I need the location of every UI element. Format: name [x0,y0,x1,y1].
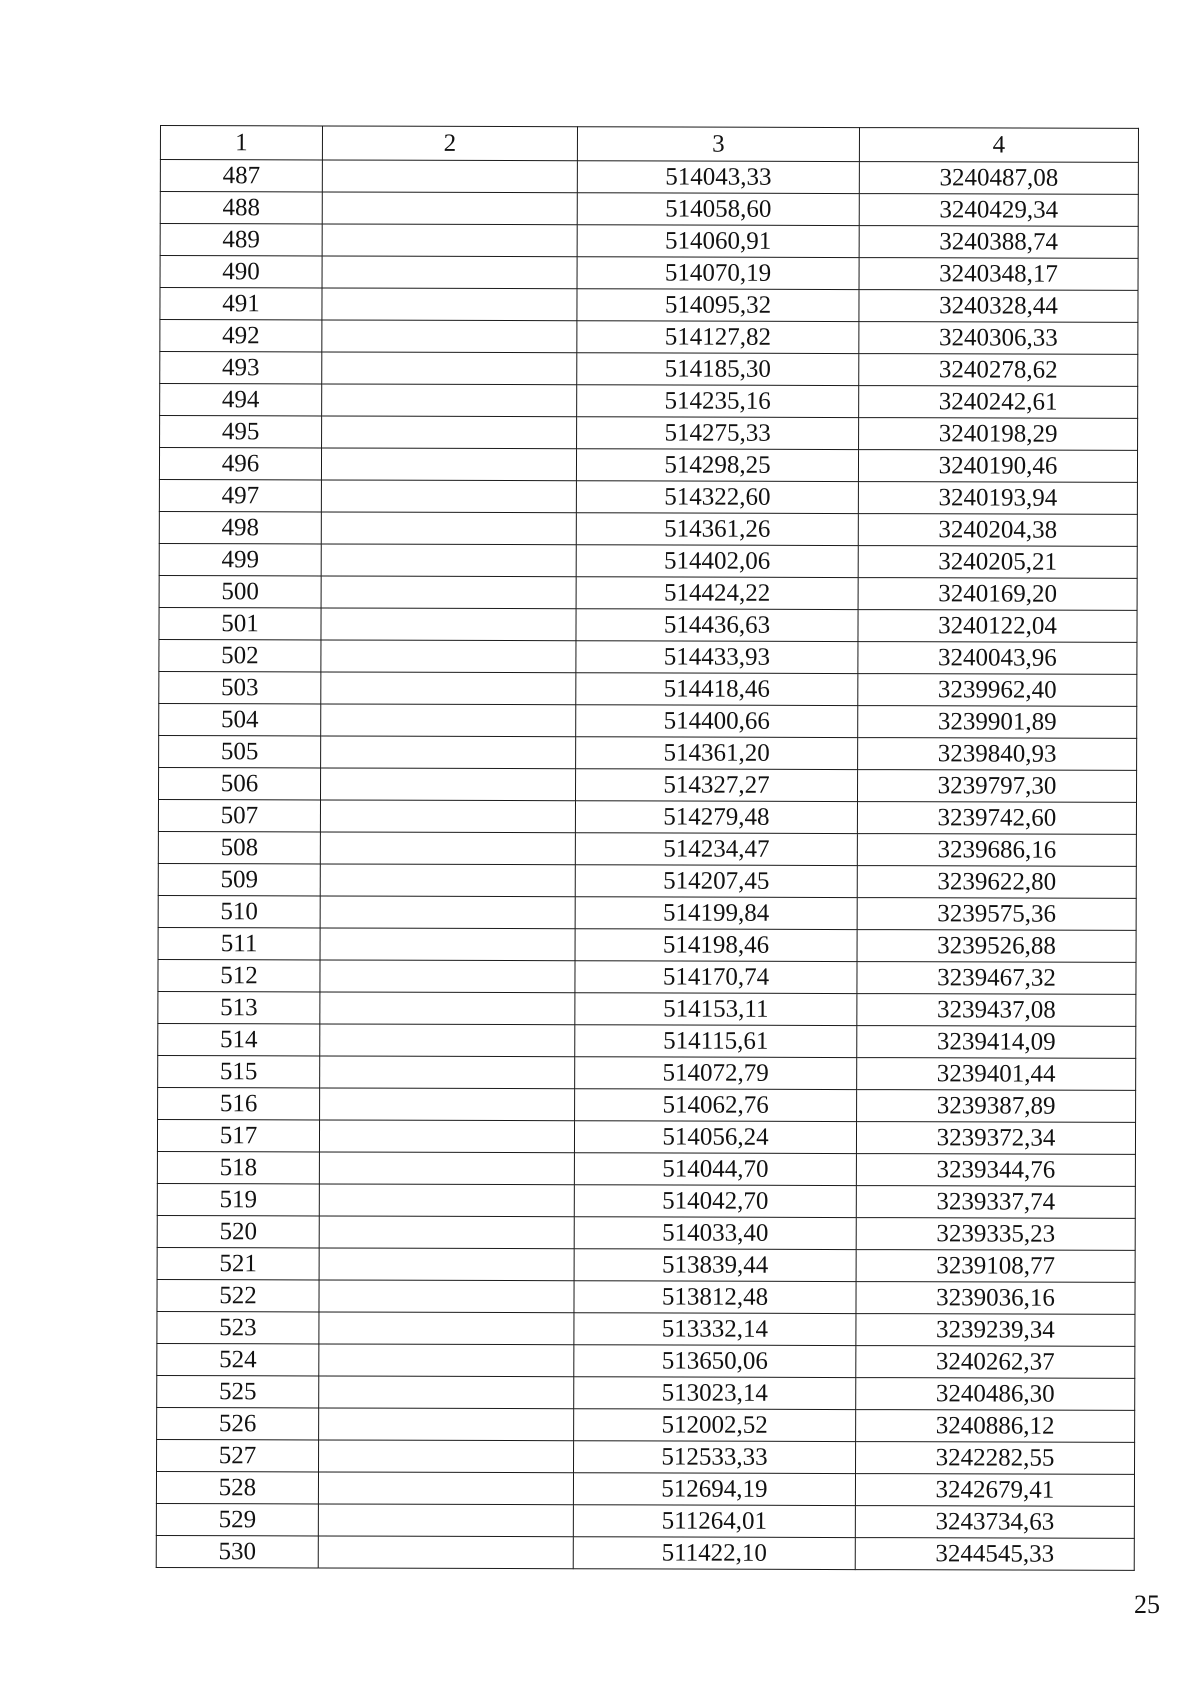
point-number-cell: 499 [159,543,321,575]
coordinate-x-cell: 514056,24 [574,1121,856,1154]
column-2-cell [322,416,577,449]
column-2-cell [320,928,575,961]
table-row [157,1343,1135,1378]
coordinate-x-cell: 514127,82 [577,321,859,354]
table-row [158,1087,1136,1122]
table-row [158,991,1136,1026]
coordinate-y-cell: 3239797,30 [857,770,1136,803]
point-number-cell: 521 [157,1247,319,1279]
column-2-cell [319,1184,574,1217]
coordinate-y-cell: 3240487,08 [859,162,1138,195]
coordinate-y-cell: 3240429,34 [859,194,1138,227]
coordinate-y-cell: 3239467,32 [857,962,1136,995]
coordinate-x-cell: 513332,14 [574,1313,856,1346]
table-row [159,735,1137,770]
coordinate-x-cell: 513650,06 [574,1345,856,1378]
table-row [158,1023,1136,1058]
column-2-cell [321,736,576,769]
table-row [158,927,1136,962]
column-2-cell [319,1376,574,1409]
table-row [159,703,1137,738]
table-row [156,1471,1134,1506]
column-2-cell [321,672,576,705]
coordinate-x-cell: 514043,33 [577,161,859,194]
column-2-cell [321,512,576,545]
table-row [160,384,1138,419]
point-number-cell: 501 [159,607,321,639]
coordinate-x-cell: 514044,70 [574,1153,856,1186]
column-2-cell [322,256,577,289]
point-number-cell: 525 [157,1375,319,1407]
coordinate-x-cell: 511264,01 [573,1505,855,1538]
coordinate-x-cell: 514402,06 [576,545,858,578]
coordinate-y-cell: 3239372,34 [856,1122,1135,1155]
coordinate-y-cell: 3239840,93 [858,738,1137,771]
table-row [160,224,1138,259]
point-number-cell: 487 [160,160,322,192]
point-number-cell: 528 [156,1471,318,1503]
coordinate-x-cell: 514279,48 [575,801,857,834]
table-row [157,1119,1135,1154]
table-header [160,126,1138,163]
point-number-cell: 496 [159,448,321,480]
coordinate-y-cell: 3240198,29 [859,418,1138,451]
column-2-cell [322,160,577,193]
coordinate-y-cell: 3240388,74 [859,226,1138,259]
point-number-cell: 490 [160,256,322,288]
table-row [159,607,1137,642]
table-row [158,767,1136,802]
point-number-cell: 493 [160,352,322,384]
coordinate-y-cell: 3239036,16 [856,1282,1135,1315]
coordinate-y-cell: 3240278,62 [859,354,1138,387]
coordinate-x-cell: 514170,74 [575,961,857,994]
coordinate-y-cell: 3243734,63 [855,1506,1134,1539]
coordinate-x-cell: 514185,30 [577,353,859,386]
coordinate-y-cell: 3239622,80 [857,866,1136,899]
table-row [158,959,1136,994]
table-row [159,479,1137,514]
header-col-3: 3 [577,127,859,162]
point-number-cell: 530 [156,1535,318,1567]
coordinate-x-cell: 514058,60 [577,193,859,226]
column-2-cell [322,320,577,353]
column-2-cell [319,1120,574,1153]
coordinate-y-cell: 3240205,21 [858,546,1137,579]
column-2-cell [319,1312,574,1345]
point-number-cell: 529 [156,1503,318,1535]
column-2-cell [320,992,575,1025]
column-2-cell [322,224,577,257]
coordinate-x-cell: 511422,10 [573,1537,855,1570]
coordinate-y-cell: 3239401,44 [857,1058,1136,1091]
coordinate-x-cell: 514042,70 [574,1185,856,1218]
table-row [159,575,1137,610]
coordinate-x-cell: 514234,47 [575,833,857,866]
column-2-cell [320,1024,575,1057]
coordinate-x-cell: 514207,45 [575,865,857,898]
header-col-1: 1 [160,126,322,160]
coordinate-x-cell: 514235,16 [577,385,859,418]
column-2-cell [320,864,575,897]
point-number-cell: 497 [159,479,321,511]
coordinates-table [156,125,1139,1571]
coordinate-x-cell: 514033,40 [574,1217,856,1250]
coordinate-x-cell: 514199,84 [575,897,857,930]
coordinate-x-cell: 514095,32 [577,289,859,322]
coordinate-x-cell: 514298,25 [576,449,858,482]
coordinate-y-cell: 3239335,23 [856,1218,1135,1251]
coordinate-y-cell: 3239437,08 [857,994,1136,1027]
coordinate-x-cell: 514327,27 [575,769,857,802]
table-row [159,448,1137,483]
table-row [160,320,1138,355]
coordinate-y-cell: 3239742,60 [857,802,1136,835]
table-row [157,1439,1135,1474]
point-number-cell: 507 [158,799,320,831]
coordinate-y-cell: 3240043,96 [858,642,1137,675]
point-number-cell: 526 [157,1407,319,1439]
table-row [157,1279,1135,1314]
point-number-cell: 519 [157,1183,319,1215]
coordinate-y-cell: 3244545,33 [855,1538,1134,1571]
coordinate-y-cell: 3240328,44 [859,290,1138,323]
point-number-cell: 514 [158,1023,320,1055]
coordinate-y-cell: 3240122,04 [858,610,1137,643]
table-row [157,1311,1135,1346]
table-row [160,160,1138,195]
coordinate-x-cell: 514153,11 [575,993,857,1026]
table-row [160,192,1138,227]
table-row [159,639,1137,674]
coordinate-x-cell: 514198,46 [575,929,857,962]
table-row [160,288,1138,323]
coordinate-y-cell: 3240193,94 [858,482,1137,515]
column-2-cell [319,1216,574,1249]
point-number-cell: 509 [158,863,320,895]
point-number-cell: 520 [157,1215,319,1247]
page-number: 25 [1134,1590,1160,1619]
table-row [156,1503,1134,1538]
coordinate-y-cell: 3239526,88 [857,930,1136,963]
coordinate-y-cell: 3239108,77 [856,1250,1135,1283]
coordinate-y-cell: 3240348,17 [859,258,1138,291]
table-row [159,671,1137,706]
coordinate-x-cell: 514424,22 [576,577,858,610]
point-number-cell: 492 [160,320,322,352]
table-row [157,1247,1135,1282]
column-2-cell [321,704,576,737]
point-number-cell: 527 [157,1439,319,1471]
table-row [157,1183,1135,1218]
table-row [160,256,1138,291]
point-number-cell: 502 [159,639,321,671]
column-2-cell [319,1344,574,1377]
point-number-cell: 498 [159,511,321,543]
point-number-cell: 510 [158,895,320,927]
column-2-cell [322,192,577,225]
column-2-cell [322,288,577,321]
point-number-cell: 512 [158,959,320,991]
column-2-cell [319,1152,574,1185]
column-2-cell [319,1280,574,1313]
coordinate-y-cell: 3239387,89 [857,1090,1136,1123]
table-row [157,1215,1135,1250]
table-row [157,1407,1135,1442]
column-2-cell [320,1056,575,1089]
coordinate-y-cell: 3240204,38 [858,514,1137,547]
point-number-cell: 504 [159,703,321,735]
coordinate-x-cell: 514275,33 [577,417,859,450]
column-2-cell [321,608,576,641]
coordinate-x-cell: 513839,44 [574,1249,856,1282]
table-body [156,160,1138,1571]
point-number-cell: 506 [158,767,320,799]
coordinate-x-cell: 514060,91 [577,225,859,258]
table-row [158,895,1136,930]
column-2-cell [319,1408,574,1441]
point-number-cell: 489 [160,224,322,256]
table-row [158,863,1136,898]
coordinate-y-cell: 3239901,89 [858,706,1137,739]
coordinate-y-cell: 3240262,37 [856,1346,1135,1379]
point-number-cell: 495 [160,416,322,448]
table-row [160,416,1138,451]
table-row [156,1535,1134,1570]
point-number-cell: 524 [157,1343,319,1375]
coordinate-y-cell: 3240486,30 [856,1378,1135,1411]
coordinate-y-cell: 3240306,33 [859,322,1138,355]
column-2-cell [320,896,575,929]
header-row [160,126,1138,163]
coordinate-y-cell: 3240190,46 [858,450,1137,483]
point-number-cell: 517 [157,1119,319,1151]
coordinate-y-cell: 3240886,12 [856,1410,1135,1443]
coordinate-x-cell: 514070,19 [577,257,859,290]
point-number-cell: 516 [158,1087,320,1119]
column-2-cell [319,1248,574,1281]
column-2-cell [318,1536,573,1569]
table-row [157,1151,1135,1186]
coordinate-x-cell: 512694,19 [573,1473,855,1506]
table-row [160,352,1138,387]
table-row [157,1375,1135,1410]
coordinate-x-cell: 512533,33 [574,1441,856,1474]
coordinate-x-cell: 514361,20 [576,737,858,770]
column-2-cell [318,1504,573,1537]
coordinate-y-cell: 3240169,20 [858,578,1137,611]
coordinate-y-cell: 3240242,61 [859,386,1138,419]
column-2-cell [318,1472,573,1505]
column-2-cell [320,800,575,833]
table-row [158,799,1136,834]
point-number-cell: 500 [159,575,321,607]
column-2-cell [320,768,575,801]
coordinate-y-cell: 3239337,74 [856,1186,1135,1219]
point-number-cell: 511 [158,927,320,959]
coordinate-x-cell: 514436,63 [576,609,858,642]
point-number-cell: 494 [160,384,322,416]
coordinate-x-cell: 513812,48 [574,1281,856,1314]
coordinate-x-cell: 514062,76 [575,1089,857,1122]
point-number-cell: 508 [158,831,320,863]
column-2-cell [321,448,576,481]
point-number-cell: 515 [158,1055,320,1087]
table-row [158,1055,1136,1090]
coordinate-x-cell: 514418,46 [576,673,858,706]
coordinate-y-cell: 3242282,55 [856,1442,1135,1475]
point-number-cell: 518 [157,1151,319,1183]
column-2-cell [321,480,576,513]
point-number-cell: 488 [160,192,322,224]
table-row [159,511,1137,546]
column-2-cell [321,544,576,577]
header-col-2: 2 [322,126,577,161]
coordinate-y-cell: 3239962,40 [858,674,1137,707]
column-2-cell [320,832,575,865]
point-number-cell: 505 [159,735,321,767]
point-number-cell: 503 [159,671,321,703]
column-2-cell [321,640,576,673]
coordinate-y-cell: 3242679,41 [855,1474,1134,1507]
column-2-cell [320,1088,575,1121]
column-2-cell [319,1440,574,1473]
coordinate-x-cell: 514433,93 [576,641,858,674]
coordinate-y-cell: 3239239,34 [856,1314,1135,1347]
header-col-4: 4 [859,128,1138,163]
point-number-cell: 523 [157,1311,319,1343]
coordinate-y-cell: 3239414,09 [857,1026,1136,1059]
coordinate-y-cell: 3239575,36 [857,898,1136,931]
coordinate-y-cell: 3239344,76 [856,1154,1135,1187]
point-number-cell: 522 [157,1279,319,1311]
coordinate-x-cell: 513023,14 [574,1377,856,1410]
column-2-cell [321,576,576,609]
coordinate-y-cell: 3239686,16 [857,834,1136,867]
table-row [158,831,1136,866]
point-number-cell: 513 [158,991,320,1023]
table-row [159,543,1137,578]
coordinate-x-cell: 514115,61 [575,1025,857,1058]
coordinate-x-cell: 514361,26 [576,513,858,546]
column-2-cell [322,384,577,417]
coordinate-x-cell: 514400,66 [576,705,858,738]
column-2-cell [320,960,575,993]
coordinate-x-cell: 514072,79 [575,1057,857,1090]
point-number-cell: 491 [160,288,322,320]
coordinate-x-cell: 512002,52 [574,1409,856,1442]
coordinate-x-cell: 514322,60 [576,481,858,514]
column-2-cell [322,352,577,385]
